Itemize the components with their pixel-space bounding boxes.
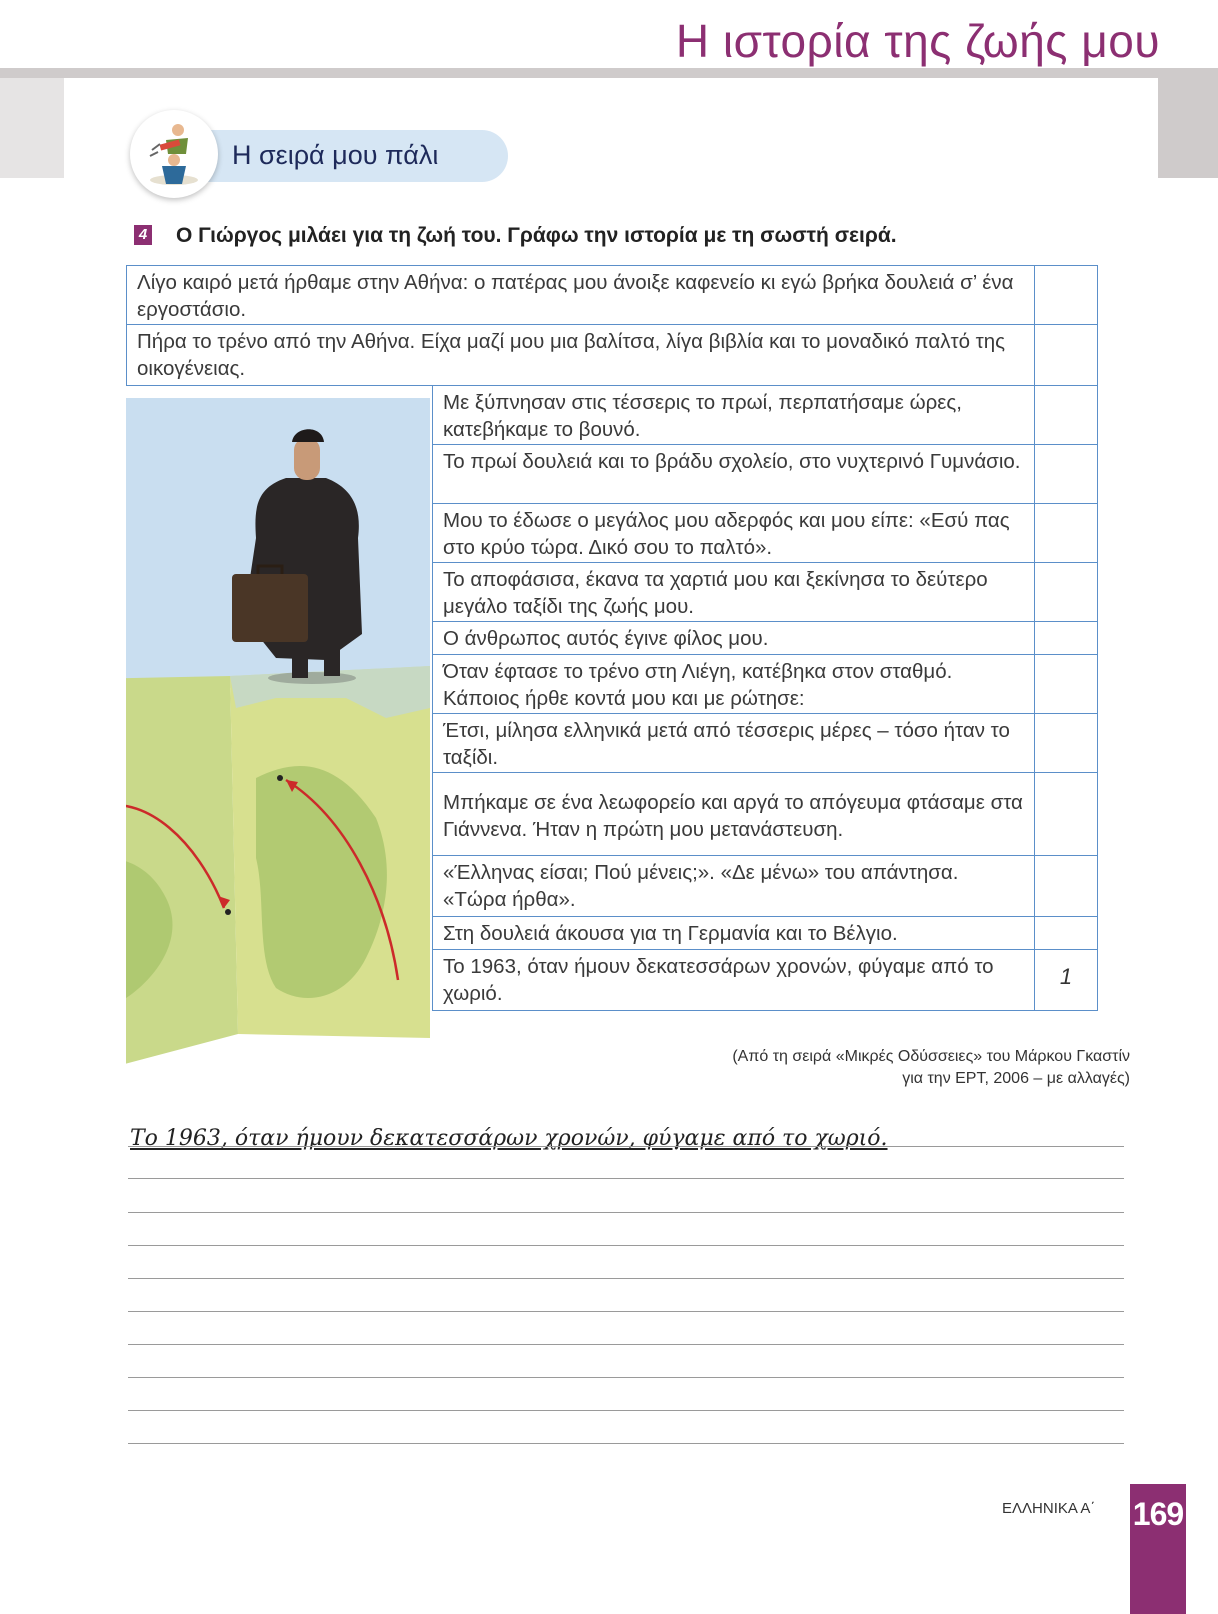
order-cell[interactable]	[1034, 324, 1098, 386]
handwritten-answer[interactable]: Το 1963, όταν ήμουν δεκατεσσάρων χρονών, φύγαμε από το χωριό.	[130, 1126, 888, 1151]
row-text: Έτσι, μίλησα ελληνικά μετά από τέσσερις μέρες – τόσο ήταν το ταξίδι.	[443, 719, 1010, 769]
table-row	[432, 772, 1035, 856]
order-value: 1	[1059, 964, 1073, 989]
writing-line[interactable]	[128, 1278, 1124, 1279]
writing-line[interactable]	[128, 1178, 1124, 1179]
order-cell[interactable]	[1034, 562, 1098, 622]
order-cell[interactable]	[1034, 503, 1098, 563]
row-text: Όταν έφτασε το τρένο στη Λιέγη, κατέβηκα στον σταθμό. Κάποιος ήρθε κοντά μου και με ρώτησε:	[443, 660, 953, 710]
row-text: Μου το έδωσε ο μεγάλος μου αδερφός και μου είπε: «Εσύ πας στο κρύο τώρα. Δικό σου το παλτό».	[443, 509, 1010, 559]
writing-line[interactable]	[128, 1311, 1124, 1312]
order-cell[interactable]	[1034, 621, 1098, 655]
order-cell[interactable]	[1034, 654, 1098, 714]
row-text: Το αποφάσισα, έκανα τα χαρτιά μου και ξεκίνησα το δεύτερο μεγάλο ταξίδι της ζωής μου.	[443, 568, 988, 618]
right-gray-block	[1158, 68, 1218, 178]
order-cell[interactable]	[1034, 265, 1098, 325]
writing-line[interactable]	[128, 1245, 1124, 1246]
readers-icon	[130, 110, 218, 198]
writing-line[interactable]	[128, 1146, 1124, 1147]
writing-line[interactable]	[128, 1344, 1124, 1345]
table-row	[126, 324, 1035, 386]
page-number: 169	[1132, 1496, 1184, 1532]
table-row	[432, 713, 1035, 773]
section-title: Η σειρά μου πάλι	[232, 140, 439, 170]
table-row	[432, 654, 1035, 714]
table-row	[432, 621, 1035, 655]
row-text: Λίγο καιρό μετά ήρθαμε στην Αθήνα: ο πατέρας μου άνοιξε καφενείο κι εγώ βρήκα δουλειά σ’ ένα εργοστάσιο.	[137, 271, 1014, 321]
row-text: Μπήκαμε σε ένα λεωφορείο και αργά το απόγευμα φτάσαμε στα Γιάννενα. Ήταν η πρώτη μου μετανάστευση.	[443, 791, 1023, 841]
row-text: Με ξύπνησαν στις τέσσερις το πρωί, περπατήσαμε ώρες, κατεβήκαμε το βουνό.	[443, 391, 962, 441]
order-cell[interactable]	[1034, 916, 1098, 950]
exercise-number: 4	[134, 225, 152, 245]
order-cell[interactable]	[1034, 949, 1098, 1011]
writing-line[interactable]	[128, 1212, 1124, 1213]
row-text: Το 1963, όταν ήμουν δεκατεσσάρων χρονών, φύγαμε από το χωριό.	[443, 955, 994, 1005]
source-note	[732, 1046, 1130, 1090]
left-gray-block	[0, 78, 64, 178]
row-text: Στη δουλειά άκουσα για τη Γερμανία και το Βέλγιο.	[443, 922, 898, 945]
exercise-instruction: Ο Γιώργος μιλάει για τη ζωή του. Γράφω την ιστορία με τη σωστή σειρά.	[176, 224, 897, 247]
order-cell[interactable]	[1034, 855, 1098, 917]
row-text: Το πρωί δουλειά και το βράδυ σχολείο, στο νυχτερινό Γυμνάσιο.	[443, 450, 1021, 473]
table-row	[432, 949, 1035, 1011]
writing-line[interactable]	[128, 1443, 1124, 1444]
order-cell[interactable]	[1034, 772, 1098, 856]
table-row	[432, 503, 1035, 563]
table-row	[432, 385, 1035, 445]
table-row	[126, 265, 1035, 325]
writing-line[interactable]	[128, 1410, 1124, 1411]
book-title: ΕΛΛΗΝΙΚΑ Α΄	[1002, 1500, 1096, 1517]
order-cell[interactable]	[1034, 385, 1098, 445]
row-text: «Έλληνας είσαι; Πού μένεις;». «Δε μένω» του απάντησα. «Τώρα ήρθα».	[443, 861, 959, 911]
order-cell[interactable]	[1034, 444, 1098, 504]
table-row	[432, 562, 1035, 622]
source-line-2: για την ΕΡΤ, 2006 – με αλλαγές)	[902, 1070, 1130, 1087]
table-row	[432, 855, 1035, 917]
table-row	[432, 916, 1035, 950]
illustration-man-on-map	[126, 398, 430, 1088]
page-title: Η ιστορία της ζωής μου	[675, 15, 1160, 67]
row-text: Πήρα το τρένο από την Αθήνα. Είχα μαζί μου μια βαλίτσα, λίγα βιβλία και το μοναδικό παλτό της οικογένειας.	[137, 330, 1006, 380]
source-line-1: (Από τη σειρά «Μικρές Οδύσσειες» του Μάρκου Γκαστίν	[732, 1048, 1130, 1065]
table-row	[432, 444, 1035, 504]
order-cell[interactable]	[1034, 713, 1098, 773]
writing-line[interactable]	[128, 1377, 1124, 1378]
row-text: Ο άνθρωπος αυτός έγινε φίλος μου.	[443, 627, 769, 650]
header-gray-band	[0, 68, 1218, 78]
